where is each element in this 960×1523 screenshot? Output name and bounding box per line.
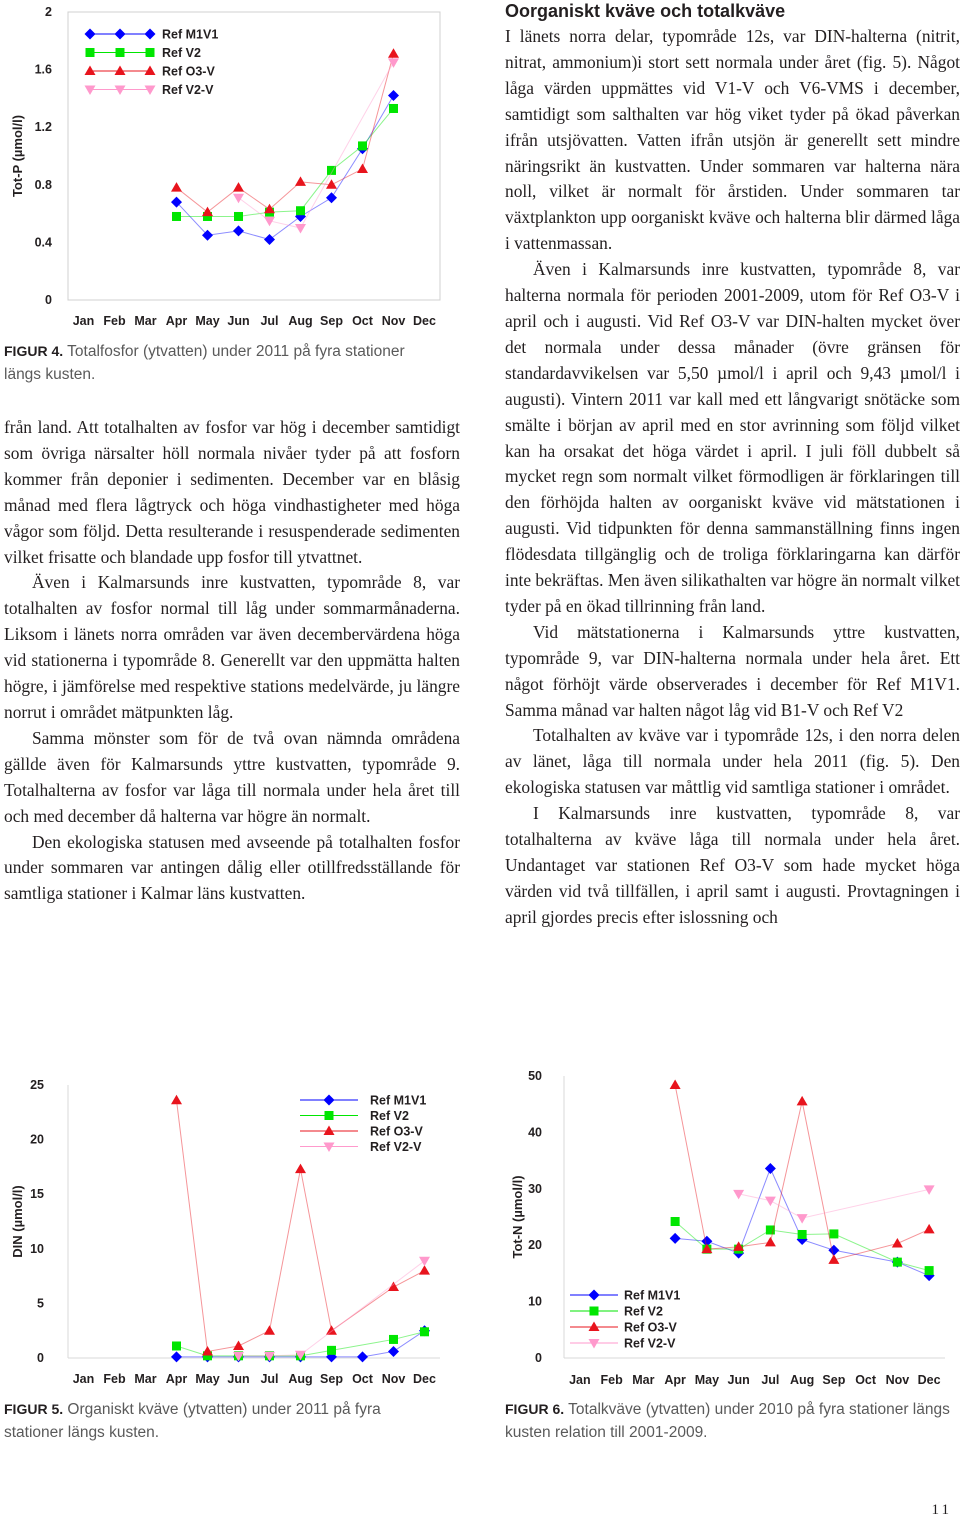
- left-paragraph: från land. Att totalhalten av fosfor var hög i december samtidigt som övriga närsalter höll normala nivåer tyder på att fosforn kommer från deponier i sedimenten. December var en blåsig månad med flera lågtryck och höga vindhastigheter med höga vågor som följd. Detta resulterande i resuspenderade sedimenten vilket frisatte och blandade upp fosfor till ytvattnet.: [4, 417, 460, 567]
- x-tick-label: Jun: [227, 314, 250, 328]
- legend-marker: [324, 1143, 335, 1153]
- series-line-v2: [675, 1222, 929, 1271]
- y-tick-label: 0.8: [34, 177, 52, 192]
- y-tick-label: 0: [45, 293, 52, 307]
- y-tick-label: 30: [528, 1181, 542, 1196]
- x-tick-label: Jan: [72, 1372, 95, 1386]
- x-tick-label: Jun: [727, 1373, 750, 1387]
- data-point-m1v1: [388, 90, 399, 101]
- data-point-v2v: [419, 1257, 430, 1267]
- data-point-v2: [172, 212, 181, 221]
- data-point-o3v: [388, 48, 399, 58]
- left-paragraph: Även i Kalmarsunds inre kustvatten, typområde 8, var totalhalten av fosfor normal till låg under sommarmånaderna. Liksom i länets norra områden var även decembervärdena höga vid stationerna i typområde 8. Generellt var den uppmätta halten högre, i jämförelse med respektive stations medelvärde, ju längre norrut i området mätpunkten låg.: [4, 572, 460, 722]
- data-point-o3v: [357, 163, 368, 173]
- legend-marker: [146, 48, 155, 57]
- y-tick-label: 15: [30, 1187, 44, 1202]
- data-point-v2: [925, 1266, 934, 1275]
- data-point-m1v1: [828, 1245, 839, 1256]
- y-tick-label: 25: [30, 1078, 44, 1092]
- legend-marker: [324, 1095, 335, 1106]
- y-tick-label: 1.2: [34, 120, 52, 135]
- y-tick-label: 20: [528, 1238, 542, 1253]
- data-point-o3v: [295, 1164, 306, 1174]
- y-tick-label: 0: [37, 1351, 44, 1365]
- legend-marker: [590, 1307, 599, 1316]
- right-paragraph: Totalhalten av kväve var i typområde 12s, i den norra delen av länet, låga till normala under hela 2011 (fig. 5). Den ekologiska statusen var måttlig vid samtliga stationer i området.: [505, 725, 960, 798]
- y-tick-label: 5: [37, 1296, 44, 1311]
- legend-label: Ref O3-V: [162, 64, 215, 79]
- y-axis-label: DIN (µmol/l): [10, 1185, 25, 1258]
- legend-marker: [324, 1126, 335, 1136]
- legend-marker: [325, 1111, 334, 1120]
- data-point-o3v: [765, 1237, 776, 1247]
- data-point-o3v: [924, 1224, 935, 1234]
- data-point-m1v1: [670, 1233, 681, 1244]
- legend-label: Ref V2: [162, 46, 201, 60]
- y-tick-label: 0.4: [34, 235, 52, 250]
- legend-label: Ref V2: [624, 1304, 663, 1319]
- left-text-column: [4, 415, 460, 907]
- series-line-v2v: [239, 62, 394, 228]
- figure-5-caption: [4, 1398, 444, 1444]
- data-point-v2: [234, 212, 243, 221]
- figure-5-caption-label: FIGUR 5.: [4, 1401, 64, 1417]
- data-point-o3v: [233, 182, 244, 192]
- data-point-m1v1: [357, 1351, 368, 1362]
- x-tick-label: Mar: [134, 314, 157, 328]
- right-paragraph: Vid mätstationerna i Kalmarsunds yttre kustvatten, typområde 9, var DIN-halterna normala under hela året. Ett något förhöjt värde observerades i december för Ref M1V1. Samma månad var halten något låg vid B1-V och Ref V2: [505, 621, 960, 720]
- legend-label: Ref V2-V: [624, 1336, 676, 1351]
- y-tick-label: 10: [30, 1241, 44, 1256]
- data-point-v2: [389, 104, 398, 113]
- legend-label: Ref M1V1: [370, 1093, 427, 1108]
- y-tick-label: 1.6: [34, 62, 52, 77]
- left-paragraph: Den ekologiska statusen med avseende på totalhalten fosfor under sommaren var antingen dålig eller otillfredsställande för samtliga stationer i Kalmar läns kustvatten.: [4, 831, 460, 904]
- legend-marker: [85, 86, 96, 96]
- x-tick-label: Jun: [227, 1372, 250, 1386]
- legend-label: Ref O3-V: [370, 1124, 423, 1139]
- x-tick-label: Dec: [917, 1373, 941, 1387]
- x-tick-label: Jul: [260, 314, 279, 328]
- x-tick-label: Jan: [569, 1373, 591, 1387]
- data-point-o3v: [419, 1265, 430, 1275]
- x-tick-label: Nov: [885, 1373, 910, 1387]
- figure-6-chart: [500, 1060, 960, 1400]
- figure-4-svg: [0, 0, 450, 340]
- x-tick-label: Dec: [413, 1372, 436, 1386]
- section-heading: Oorganiskt kväve och totalkväve: [505, 1, 786, 21]
- figure-6-caption-label: FIGUR 6.: [505, 1401, 565, 1417]
- data-point-o3v: [171, 1095, 182, 1105]
- legend-label: Ref O3-V: [624, 1320, 677, 1335]
- legend-marker: [145, 86, 156, 96]
- legend-marker: [589, 1322, 600, 1332]
- x-tick-label: Feb: [600, 1373, 623, 1387]
- right-paragraph: I Kalmarsunds inre kustvatten, typområde 8, var totalhalterna av kväve låga till normala under hela året. Undantaget var stationen Ref O3-V som hade mycket höga värden vid två tillfällen, i april samt i augusti. Provtagningen i april gjordes precis efter islossning och: [505, 803, 960, 927]
- data-point-v2: [671, 1217, 680, 1226]
- figure-4-caption: [4, 340, 444, 386]
- data-point-o3v: [264, 1325, 275, 1335]
- data-point-v2v: [797, 1214, 808, 1224]
- x-tick-label: Mar: [134, 1372, 157, 1386]
- y-axis-label: Tot-N (µmol/l): [510, 1175, 525, 1259]
- right-paragraph: Även i Kalmarsunds inre kustvatten, typområde 8, var halterna normala för perioden 2001-2009, utom för Ref O3-V i april och i augusti. Vid Ref O3-V var DIN-halten mycket över det normala under dessa månader (övre gränsen för standardavvikelsen var 5,50 µmol/l i april och 9,43 µmol/l i augusti). Vintern 2011 var kall med ett långvarigt snötäcke som smälte i början av april med en stor avrinning som följd vilket kan ha orsakat det höga värdet i april. I juli föll dubbelt så mycket regn som normalt vilket förmodligen är förklaringen till den förhöjda halten av oorganiskt kväve vid mätstationen i augusti. Vid tidpunkten för denna sammanställning finns ingen flödesdata tillgänglig och de troliga förklaringarna kan därför inte bekräftas. Men även silikathalten var högre än normalt vilket tyder på en ökad tillrinning från land.: [505, 259, 960, 616]
- data-point-v2v: [765, 1197, 776, 1207]
- figure-4-chart: [0, 0, 450, 340]
- data-point-o3v: [171, 182, 182, 192]
- y-tick-label: 2: [45, 5, 52, 19]
- data-point-o3v: [326, 1325, 337, 1335]
- series-line-v2v: [739, 1189, 930, 1218]
- page-number: 11: [931, 1502, 952, 1518]
- x-tick-label: Apr: [664, 1373, 686, 1387]
- y-tick-label: 40: [528, 1125, 542, 1140]
- x-tick-label: Apr: [165, 1372, 188, 1386]
- figure-5-svg: [0, 1060, 450, 1400]
- y-axis-label: Tot-P (µmol/l): [10, 114, 25, 198]
- x-tick-label: Dec: [413, 314, 436, 328]
- data-point-o3v: [233, 1340, 244, 1350]
- x-tick-label: Sep: [822, 1373, 846, 1387]
- legend-label: Ref V2-V: [370, 1140, 422, 1154]
- figure-6-caption-text: Totalkväve (ytvatten) under 2010 på fyra stationer längs kusten relation till 2001-2009.: [505, 1401, 950, 1441]
- data-point-v2: [798, 1230, 807, 1239]
- x-tick-label: May: [195, 1372, 220, 1386]
- legend-marker: [145, 29, 156, 40]
- legend-marker: [116, 48, 125, 57]
- x-tick-label: Jul: [761, 1373, 780, 1387]
- x-tick-label: Oct: [352, 1372, 373, 1386]
- data-point-m1v1: [765, 1163, 776, 1174]
- figure-5-chart: [0, 1060, 450, 1400]
- x-tick-label: Feb: [103, 314, 126, 328]
- x-tick-label: Oct: [352, 314, 373, 328]
- right-text-column: [505, 0, 960, 931]
- x-tick-label: May: [694, 1373, 720, 1387]
- data-point-o3v: [670, 1080, 681, 1090]
- data-point-m1v1: [264, 234, 275, 245]
- y-tick-label: 20: [30, 1132, 44, 1147]
- data-point-v2v: [295, 224, 306, 234]
- data-point-v2: [296, 206, 305, 215]
- data-point-m1v1: [233, 225, 244, 236]
- x-tick-label: Apr: [165, 314, 188, 328]
- data-point-v2: [172, 1341, 181, 1350]
- data-point-o3v: [892, 1238, 903, 1248]
- x-tick-label: Aug: [288, 1372, 313, 1386]
- legend-marker: [589, 1339, 600, 1349]
- data-point-v2: [358, 141, 367, 150]
- legend-marker: [85, 66, 96, 76]
- legend-label: Ref M1V1: [162, 27, 219, 42]
- figure-6-svg: [500, 1060, 960, 1400]
- data-point-v2v: [233, 194, 244, 204]
- legend-label: Ref M1V1: [624, 1288, 681, 1303]
- data-point-o3v: [388, 1282, 399, 1292]
- data-point-o3v: [797, 1096, 808, 1106]
- x-tick-label: Nov: [381, 1372, 406, 1386]
- legend-marker: [145, 66, 156, 76]
- data-point-v2: [327, 1346, 336, 1355]
- legend-label: Ref V2-V: [162, 83, 214, 97]
- figure-6-caption: [505, 1398, 955, 1444]
- x-tick-label: Nov: [381, 314, 406, 328]
- data-point-v2: [893, 1258, 902, 1267]
- data-point-m1v1: [171, 1351, 182, 1362]
- legend-marker: [85, 29, 96, 40]
- data-point-m1v1: [326, 192, 337, 203]
- x-tick-label: Jan: [72, 314, 95, 328]
- data-point-v2: [829, 1229, 838, 1238]
- x-tick-label: Sep: [320, 1372, 343, 1386]
- legend-marker: [86, 48, 95, 57]
- x-tick-label: Aug: [288, 314, 313, 328]
- y-tick-label: 50: [528, 1069, 542, 1083]
- data-point-m1v1: [388, 1346, 399, 1357]
- legend-marker: [589, 1290, 600, 1301]
- figure-4-caption-label: FIGUR 4.: [4, 343, 64, 359]
- x-tick-label: Feb: [103, 1372, 126, 1386]
- legend-marker: [115, 29, 126, 40]
- x-tick-label: Sep: [320, 314, 343, 328]
- legend-marker: [115, 66, 126, 76]
- y-tick-label: 10: [528, 1294, 542, 1309]
- data-point-o3v: [202, 207, 213, 217]
- x-tick-label: Jul: [260, 1372, 279, 1386]
- legend-label: Ref V2: [370, 1109, 409, 1123]
- x-tick-label: Mar: [632, 1373, 655, 1387]
- x-tick-label: Oct: [855, 1373, 877, 1387]
- figure-5-caption-text: Organiskt kväve (ytvatten) under 2011 på fyra stationer längs kusten.: [4, 1401, 381, 1441]
- x-tick-label: Aug: [789, 1373, 815, 1387]
- y-tick-label: 0: [535, 1351, 542, 1365]
- data-point-v2: [420, 1327, 429, 1336]
- left-paragraph: Samma mönster som för de två ovan nämnda områdena gällde även för Kalmarsunds yttre kustvatten, typområde 9. Totalhalterna av fosfor var låga till normala under hela året till och med december då halterna var högre än normalt.: [4, 727, 460, 826]
- figure-4-caption-text: Totalfosfor (ytvatten) under 2011 på fyra stationer längs kusten.: [4, 343, 405, 383]
- series-line-v2: [177, 108, 394, 216]
- x-tick-label: May: [195, 314, 220, 328]
- right-paragraph: I länets norra delar, typområde 12s, var DIN-halterna (nitrit, nitrat, ammonium)i stort sett normala under året (fig. 5). Något låga värden uppmättes vid V1-V och V6-VMS i december, samtidigt som salthalten var hög viket tyder på ökad påverkan ifrån utsjövatten. Vatten ifrån utsjön är generellt sett mindre näringsrikt än kustvatten. Under sommaren var halterna nära noll, vilket är normalt för årstiden. Under sommaren tar växtplankton upp oorganiskt kväve och halterna blir därmed låga i vattenmassan.: [505, 26, 960, 254]
- legend-marker: [115, 86, 126, 96]
- data-point-o3v: [295, 176, 306, 186]
- data-point-v2: [389, 1335, 398, 1344]
